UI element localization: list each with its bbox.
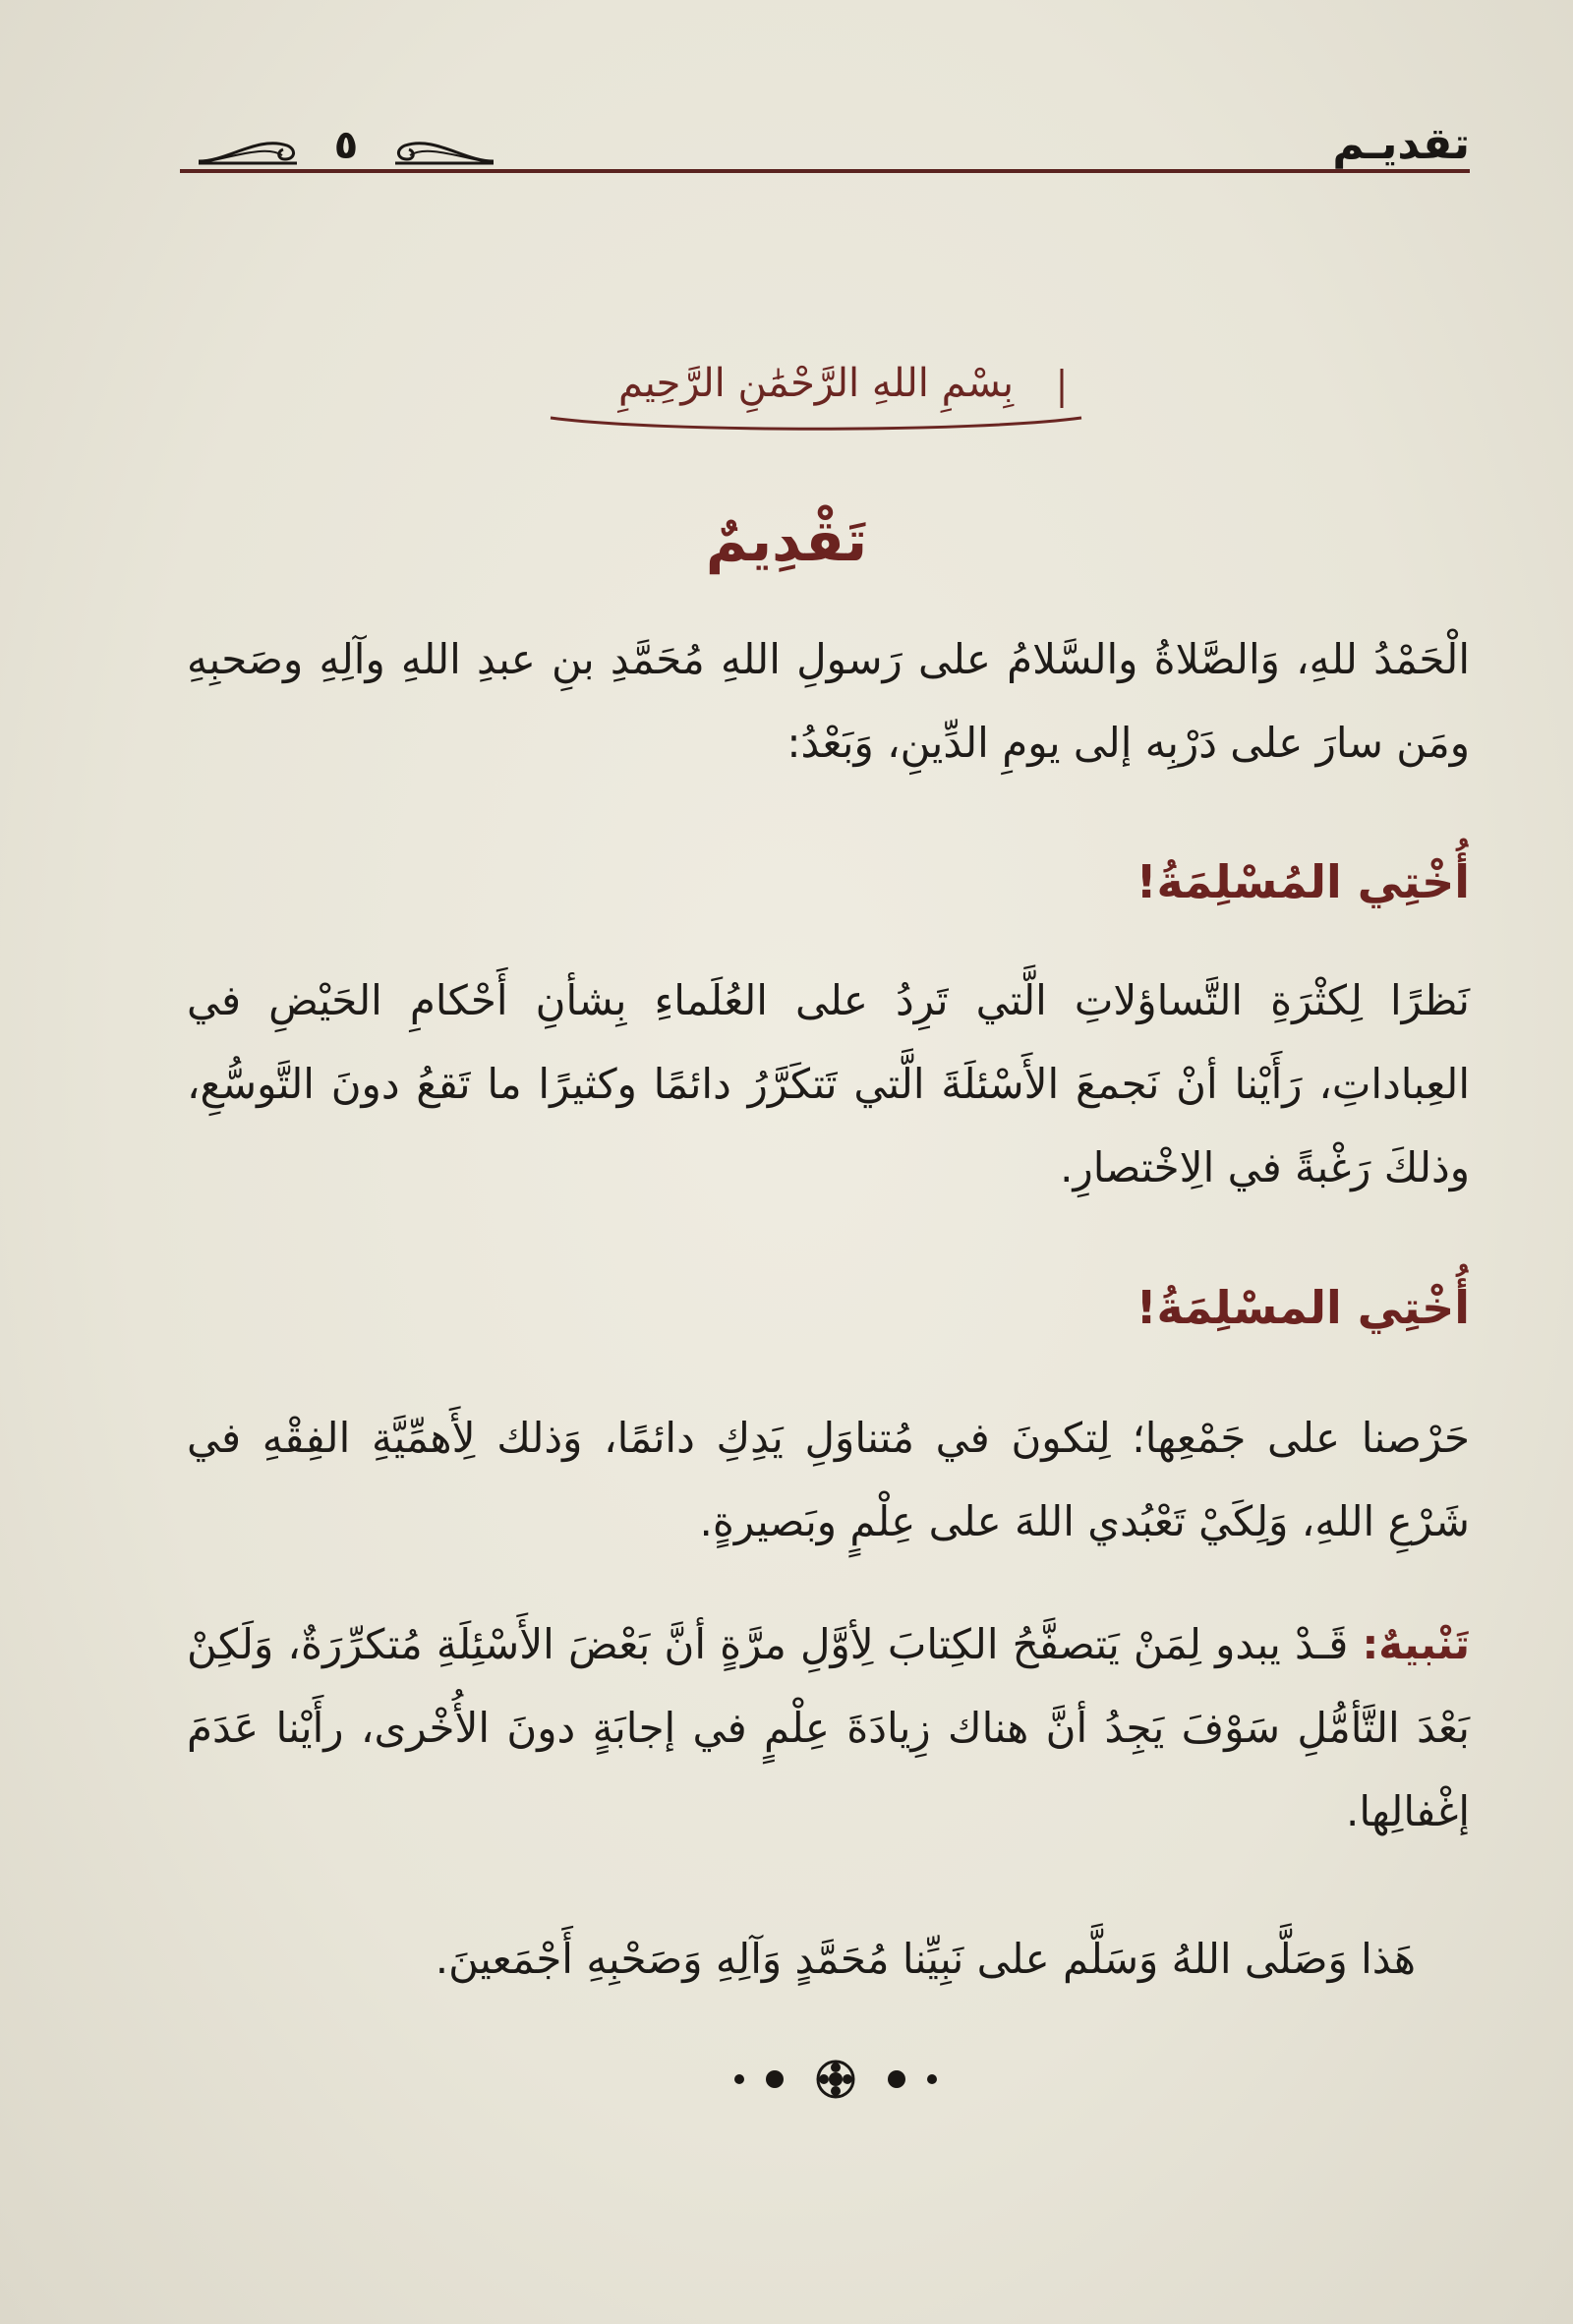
- closing-line: هَذا وَصَلَّى اللهُ وَسَلَّم على نَبِيِّنا مُحَمَّدٍ وَآلِهِ وَصَحْبِهِ أَجْمَعينَ.: [435, 1935, 1416, 1983]
- basmala: [511, 339, 1121, 447]
- running-title: تقديـم: [1332, 119, 1470, 169]
- section-title: تَقْدِيمٌ: [705, 507, 868, 574]
- paragraph-reason: نَظرًا لِكثْرَةِ التَّساؤلاتِ الَّتي تَرِدُ على العُلَماءِ بِشأنِ أَحْكامِ الحَيْضِ في العِباداتِ، رَأَيْنا أنْ نَجمعَ الأَسْئلَةَ الَّتي تَتكَرَّرُ دائمًا وكثيرًا ما تَقعُ دونَ التَّوسُّعِ، وذلكَ رَغْبةً في الِاخْتصارِ.: [187, 976, 1470, 1191]
- end-ornament-icon: [728, 2050, 944, 2109]
- paragraph-purpose: حَرْصنا على جَمْعِها؛ لِتكونَ في مُتناوَلِ يَدِكِ دائمًا، وَذلك لِأَهمِّيَّةِ الفِقْهِ في شَرْعِ اللهِ، وَلِكَيْ تَعْبُدي اللهَ على عِلْمٍ وبَصيرةٍ.: [187, 1414, 1470, 1545]
- header-rule: [180, 169, 1470, 173]
- page-number-ornament: [189, 116, 503, 175]
- paragraph-note: [187, 1602, 1470, 1853]
- note-text: قَـدْ يبدو لِمَنْ يَتصفَّحُ الكِتابَ لِأوَّلِ مرَّةٍ أنَّ بَعْضَ الأَسْئِلَةِ مُتكرِّرَةٌ، وَلَكِنْ بَعْدَ التَّأمُّلِ سَوْفَ يَجِدُ أنَّ هناك زِيادَةَ عِلْمٍ في إجابَةٍ دونَ الأُخْرى، رأَيْنا عَدَمَ إغْفالِها.: [187, 1620, 1470, 1835]
- paragraph-intro: الْحَمْدُ للهِ، وَالصَّلاةُ والسَّلامُ على رَسولِ اللهِ مُحَمَّدِ بنِ عبدِ اللهِ وآلِهِ وصَحبِهِ ومَن سارَ على دَرْبِه إلى يومِ الدِّينِ، وَبَعْدُ:: [187, 635, 1470, 767]
- page-number: ٥: [333, 123, 359, 168]
- basmala-flourish-icon: [511, 339, 1121, 447]
- subheading-sister-2: أُخْتِي المسْلِمَةُ!: [1136, 1281, 1470, 1334]
- subheading-sister-1: أُخْتِي المُسْلِمَةُ!: [1136, 855, 1470, 908]
- basmala-text: بِسْمِ اللهِ الرَّحْمَٰنِ الرَّحِيمِ: [617, 361, 1015, 406]
- note-label: تَنْبيهٌ:: [1362, 1620, 1470, 1668]
